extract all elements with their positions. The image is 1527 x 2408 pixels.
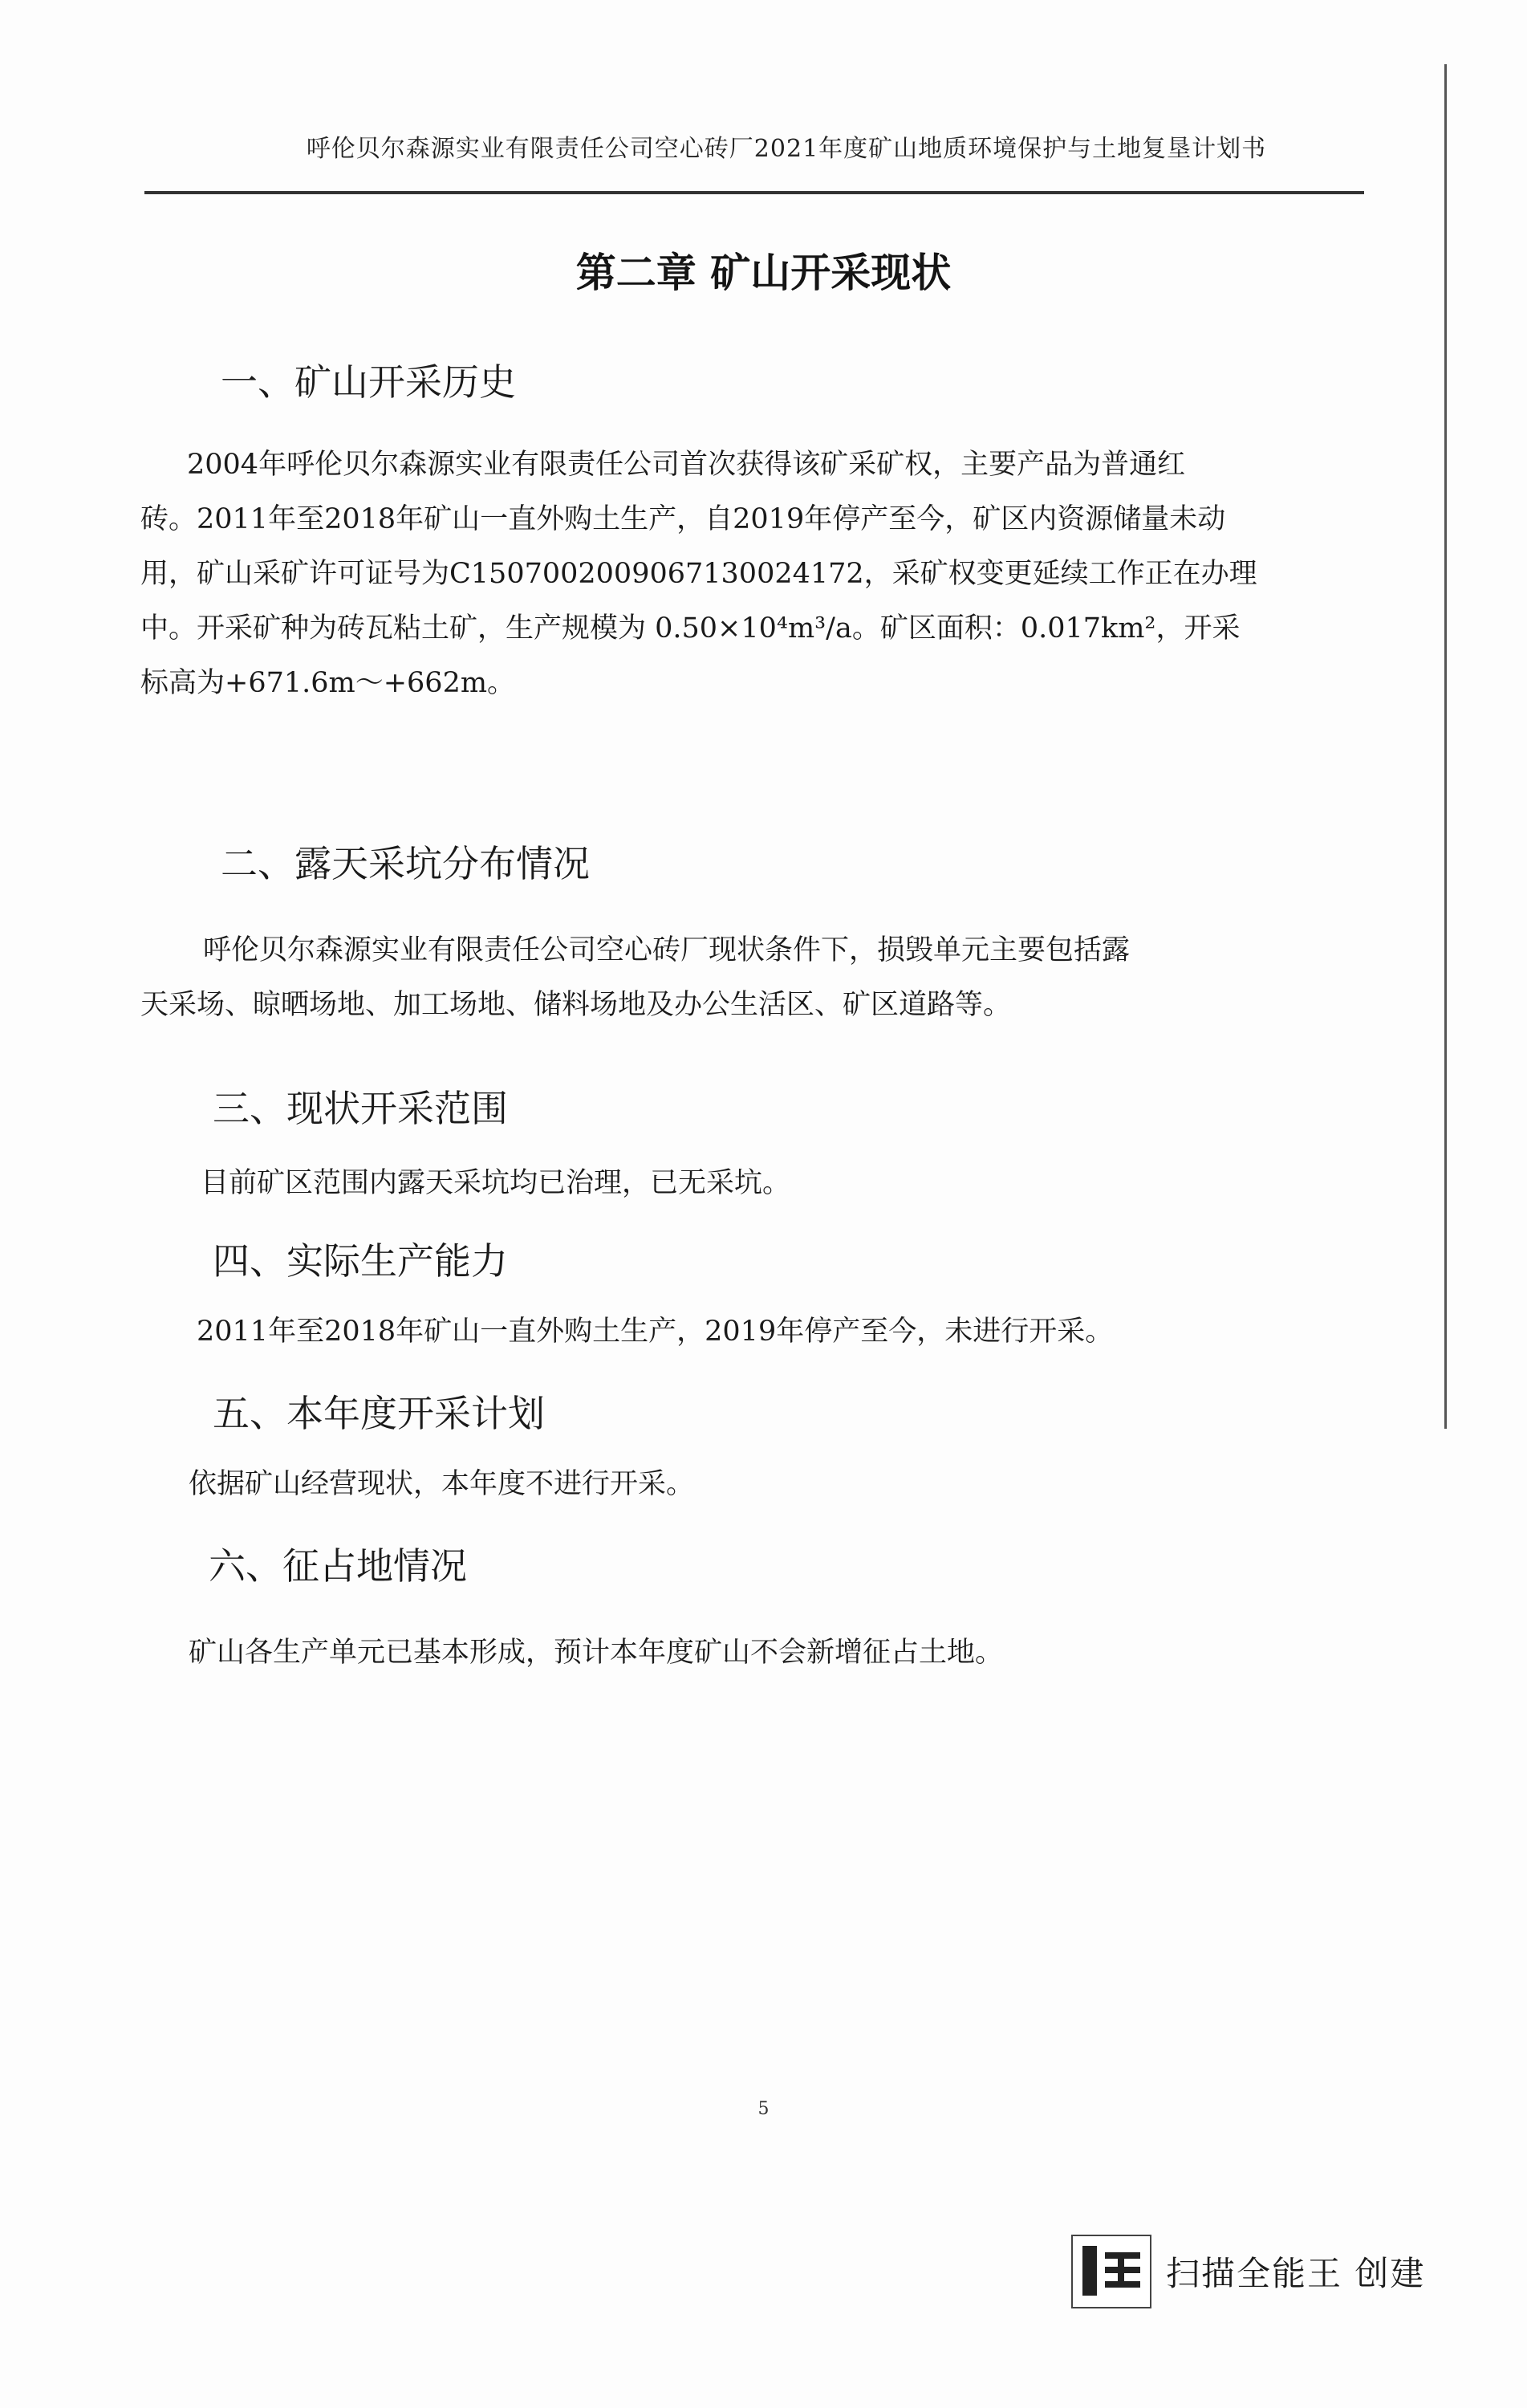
section-heading-production-capacity: 四、实际生产能力 — [213, 1239, 508, 1283]
section-body-open-pit-distribution — [140, 923, 1344, 1032]
paragraph-line: 呼伦贝尔森源实业有限责任公司空心砖厂现状条件下，损毁单元主要包括露 — [203, 934, 1131, 966]
paragraph-line: 2004年呼伦贝尔森源实业有限责任公司首次获得该矿采矿权，主要产品为普通红 — [187, 449, 1186, 481]
chapter-title: 第二章 矿山开采现状 — [575, 249, 952, 296]
section-heading-annual-mining-plan: 五、本年度开采计划 — [213, 1392, 545, 1435]
running-header: 呼伦贝尔森源实业有限责任公司空心砖厂2021年度矿山地质环境保护与土地复垦计划书 — [306, 135, 1267, 163]
paragraph-line: 2011年至2018年矿山一直外购土生产，2019年停产至今，未进行开采。 — [197, 1316, 1114, 1348]
section-heading-mining-history: 一、矿山开采历史 — [221, 360, 516, 404]
header-divider — [144, 191, 1364, 194]
page-number: 5 — [757, 2099, 770, 2119]
scanner-watermark — [1071, 2231, 1425, 2312]
paragraph-line: 天采场、晾晒场地、加工场地、储料场地及办公生活区、矿区道路等。 — [140, 989, 1012, 1021]
section-body-annual-mining-plan — [189, 1457, 1352, 1511]
paragraph-line: 标高为+671.6m～+662m。 — [140, 667, 516, 699]
section-body-mining-history — [140, 437, 1344, 710]
section-heading-land-occupation: 六、征占地情况 — [209, 1544, 467, 1588]
paragraph-line: 用，矿山采矿许可证号为C1507002009067130024172，采矿权变更延续工作正在办理 — [140, 558, 1257, 590]
paragraph-line: 矿山各生产单元已基本形成，预计本年度矿山不会新增征占土地。 — [189, 1637, 1004, 1669]
section-body-production-capacity — [197, 1304, 1360, 1359]
section-heading-open-pit-distribution: 二、露天采坑分布情况 — [221, 842, 590, 885]
section-heading-current-mining-scope: 三、现状开采范围 — [213, 1087, 508, 1130]
paragraph-line: 砖。2011年至2018年矿山一直外购土生产，自2019年停产至今，矿区内资源储量未动 — [140, 503, 1226, 535]
camscanner-logo-icon — [1071, 2235, 1151, 2308]
section-body-current-mining-scope — [201, 1156, 1364, 1210]
paragraph-line: 目前矿区范围内露天采坑均已治理，已无采坑。 — [201, 1167, 791, 1199]
scanner-watermark-text: 扫描全能王 创建 — [1166, 2254, 1426, 2293]
paragraph-line: 中。开采矿种为砖瓦粘土矿，生产规模为 0.50×10⁴m³/a。矿区面积：0.017km²，开采 — [140, 612, 1241, 645]
section-body-land-occupation — [189, 1625, 1352, 1680]
paragraph-line: 依据矿山经营现状，本年度不进行开采。 — [189, 1468, 695, 1500]
